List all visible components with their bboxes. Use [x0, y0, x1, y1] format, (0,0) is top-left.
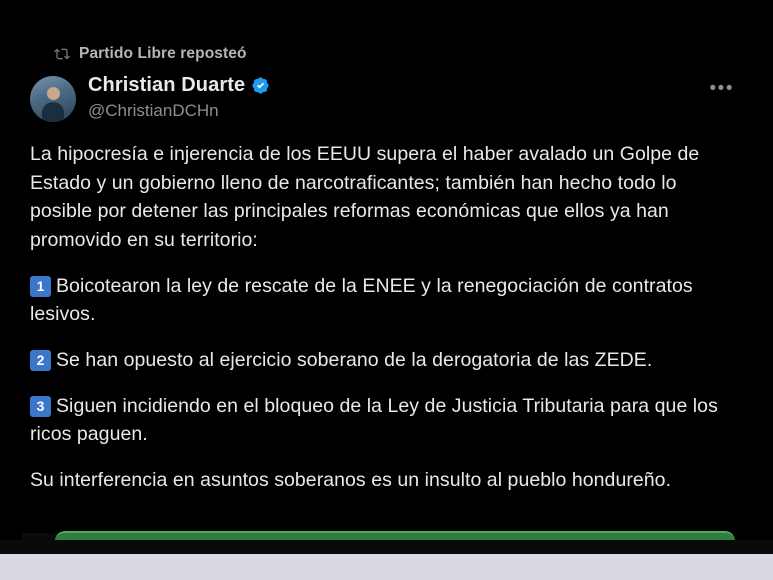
tweet-card[interactable]	[11, 27, 758, 545]
repost-label: Partido Libre reposteó	[79, 45, 247, 62]
author-names	[88, 73, 270, 121]
retweet-icon	[54, 46, 70, 62]
numbered-item-3-text: Siguen incidiendo en el bloqueo de la Ley de Justicia Tributaria para que los ricos paguen.	[30, 394, 718, 446]
numbered-item-1	[30, 272, 736, 329]
tweet-text	[11, 122, 758, 495]
numbered-item-2	[30, 346, 736, 375]
number-badge-2: 2	[30, 350, 51, 371]
repost-context-row[interactable]	[11, 27, 758, 67]
numbered-item-2-text: Se han opuesto al ejercicio soberano de la derogatoria de las ZEDE.	[56, 348, 653, 371]
numbered-item-3	[30, 392, 736, 449]
author-header	[11, 67, 758, 122]
verified-badge-icon	[251, 76, 270, 95]
author-handle[interactable]: @ChristianDCHn	[88, 101, 219, 120]
bottom-dark-band	[0, 540, 773, 554]
tweet-closing: Su interferencia en asuntos soberanos es un insulto al pueblo hondureño.	[30, 468, 672, 491]
number-badge-3: 3	[30, 396, 51, 417]
bottom-light-band	[0, 554, 773, 580]
display-name-row[interactable]	[88, 73, 270, 98]
number-badge-1: 1	[30, 276, 51, 297]
tweet-paragraph: La hipocresía e injerencia de los EEUU supera el haber avalado un Golpe de Estado y un gobierno lleno de narcotraficantes; también han hecho todo lo posible por detener las principales reformas económicas que ellos ya han promovido en su territorio:	[30, 143, 700, 251]
numbered-item-1-text: Boicotearon la ley de rescate de la ENEE y la renegociación de contratos lesivos.	[30, 274, 693, 326]
more-options-icon[interactable]: •••	[709, 78, 734, 99]
profile-avatar[interactable]	[30, 76, 76, 122]
display-name: Christian Duarte	[88, 74, 246, 96]
